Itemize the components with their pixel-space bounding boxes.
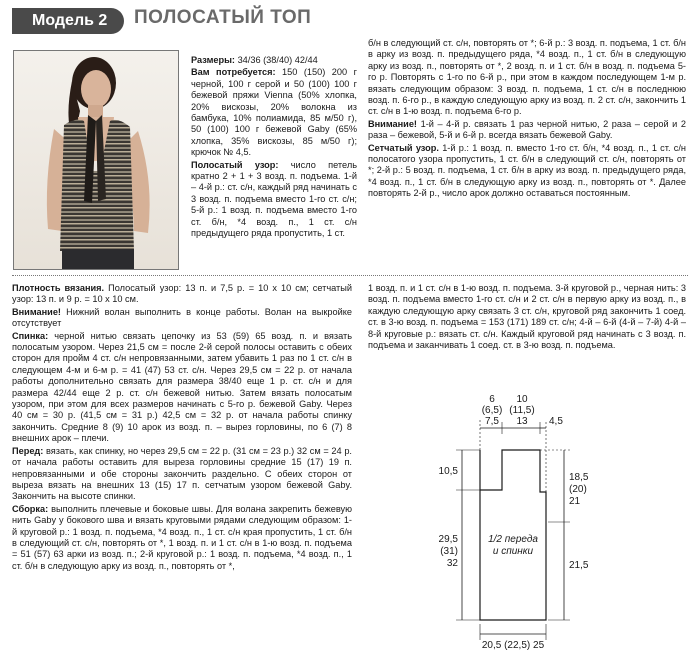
mesh-pattern-label: Сетчатый узор. bbox=[368, 142, 439, 153]
section-divider bbox=[12, 275, 688, 276]
attention2-paragraph bbox=[12, 307, 352, 330]
dim-length-2: (31) bbox=[440, 546, 458, 557]
assembly-continued-paragraph: 1 возд. п. и 1 ст. с/н в 1-ю возд. п. подъема. 3-й круговой р., черная нить: 3 возд. п. подъема вместо 1-го ст. с/н и 2 ст. с/н в первую арку из возд. п., в каждую следующую арку связать 3 ст. с/н, круговой ряд закончить 1 соед. ст. в 3-ю возд. п. подъема = 153 (171) 189 ст. с/н; 4-й – 6-й (4-й – 7-й) 4-й – 8-й круговые р.: вязать ст. с/н. Каждый круговой ряд начинать с 3 возд. п. подъема и заканчивать 1 соед. ст. в 3-ю возд. п. подъема. bbox=[368, 283, 686, 351]
knitting-instructions bbox=[12, 283, 352, 648]
dim-length-3: 32 bbox=[446, 558, 458, 569]
assembly-continued bbox=[368, 283, 686, 383]
pattern-schematic bbox=[376, 392, 692, 652]
striped-pattern-paragraph bbox=[191, 160, 357, 240]
striped-pattern-value: число петель кратно 2 + 1 + 3 возд. п. подъема. 1-й – 4-й р.: ст. с/н, каждый ряд начинать с 3 возд. п. подъема вместо 1-го ст. с/н; 5-й р.: 1 возд. п. подъема вместо 1-го ст. б/н, *4 возд. п., 1 ст. с/н предыдущего ряда пропустить, 1 ст. bbox=[191, 159, 357, 239]
dim-neck-3: 7,5 bbox=[485, 416, 499, 427]
pattern-instructions-continued bbox=[368, 38, 686, 268]
attention-paragraph bbox=[368, 119, 686, 142]
back-paragraph bbox=[12, 331, 352, 445]
dim-armhole-depth-1: 18,5 bbox=[569, 472, 589, 483]
dim-shoulder-1: 10 bbox=[516, 394, 528, 405]
page-title: ПОЛОСАТЫЙ ТОП bbox=[134, 7, 312, 28]
materials-paragraph bbox=[191, 67, 357, 158]
dim-shoulder-2: (11,5) bbox=[509, 405, 535, 416]
front-paragraph bbox=[12, 446, 352, 503]
sizes-label: Размеры: bbox=[191, 55, 235, 65]
mesh-pattern-paragraph bbox=[368, 143, 686, 200]
back-label: Спинка: bbox=[12, 330, 49, 341]
assembly-value: выполнить плечевые и боковые швы. Для волана закрепить бежевую нить Gaby у бокового шва и вязать круговыми рядами следующим образом: 1-й круговой р.: 1 возд. п. подъема, *4 возд. п., 1 ст. с/н края пропустить, 1 ст. б/н в следующий ст. с/н, повторять от *, 1 возд. п. и 1 ст. с/н в 1-ю возд. п. подъема = 51 (57) 63 арки из возд. п.; 2-й круговой р.: 1 возд. п. подъема, *4 возд. п., 1 ст. б/н в следующую арку из возд. п., повторять от *, bbox=[12, 503, 352, 571]
model-label: Модель 2 bbox=[12, 8, 124, 34]
front-label: Перед: bbox=[12, 445, 44, 456]
front-value: вязать, как спинку, но через 29,5 см = 22 р. (31 см = 23 р.) 32 см = 24 р. от начала работы оставить для выреза горловины средние 15 (17) 19 п. непровязанными и обе стороны закончить раздельно. С обеих сторон от выреза вязать на внешних 13 (15) 17 п. сетчатым узором бежевой Gaby. Закончить на высоте спинки. bbox=[12, 445, 352, 502]
mesh-pattern-value: 1-й р.: 1 возд. п. вместо 1-го ст. б/н, *4 возд. п., 1 ст. с/н полосатого узора пропустить, 1 ст. б/н в следующий ст. с/н, повторять от *; 2-й р.: 5 возд. п. подъема, 1 ст. б/н в арку из возд. п. предыдущего ряда, *4 возд. п., 1 ст. б/н в следующую арку из возд. п., повторять от *. Далее повторять 2-й р., число арок должно оставаться постоянным. bbox=[368, 142, 686, 199]
piece-label-line-2: и спинки bbox=[492, 546, 534, 557]
dim-armhole-depth-3: 21 bbox=[569, 496, 581, 507]
sizes-value: 34/36 (38/40) 42/44 bbox=[237, 55, 318, 65]
density-paragraph bbox=[12, 283, 352, 306]
dim-side: 21,5 bbox=[569, 560, 589, 571]
materials-value: 150 (150) 200 г черной, 100 г серой и 50 (100) 100 г бежевой пряжи Vienna (50% хлопка, 20% вискозы, 20% волокна из бамбука, 10% полиамида, 85 м/50 г), 50 (100) 100 г бежевой Gaby (65% хлопка, 35% вискозы, 85 м/50 г); крючок № 4,5. bbox=[191, 67, 357, 158]
dim-width: 20,5 (22,5) 25 bbox=[481, 640, 545, 651]
pattern-schematic-drawing bbox=[376, 392, 692, 652]
model-photo bbox=[13, 50, 179, 270]
sizes-and-materials bbox=[191, 55, 357, 267]
dim-armhole: 4,5 bbox=[549, 416, 563, 427]
sizes-paragraph bbox=[191, 55, 357, 66]
model-photo-illustration bbox=[14, 51, 178, 269]
dim-neck-depth: 10,5 bbox=[438, 466, 458, 477]
dim-length-1: 29,5 bbox=[438, 534, 458, 545]
striped-pattern-label: Полосатый узор: bbox=[191, 159, 279, 170]
assembly-paragraph bbox=[12, 504, 352, 572]
dim-shoulder-3: 13 bbox=[516, 416, 528, 427]
density-label: Плотность вязания. bbox=[12, 283, 105, 293]
assembly-label: Сборка: bbox=[12, 503, 49, 514]
dim-neck-2: (6,5) bbox=[481, 405, 503, 416]
attention-label: Внимание! bbox=[368, 118, 417, 129]
back-value: черной нитью связать цепочку из 53 (59) 65 возд. п. и вязать полосатым узором. Через 21,5 см = после 2-й серой полосы оставить с обеих сторон для пройм 4 ст. с/н непровязанными, затем убавить 1 раз по 1 ст. с/н в следующем 4-м и 6-м р. = 41 (47) 53 ст. с/н. Через 29,5 см = 22 р. от начала работы дополнительно связать для размера 38/40 еще 1 р. ст. с/н и для размера 42/44 еще 2 р. ст. с/н бежевой нитью. Затем вязать полосатым узором, при этом для всех размеров начинать с 5-го р. бежевой Gaby. Через 40 см = 30 р. (41,5 см = 31 р.) 42,5 см = 32 р. от начала работы спинку закончить. Средние 8 (9) 10 арок из возд. п. – вырез горловины, по 6 (7) 8 внешних арок – плечи. bbox=[12, 330, 352, 444]
striped-pattern-continued: б/н в следующий ст. с/н, повторять от *; 6-й р.: 3 возд. п. подъема, 1 ст. б/н в арку из возд. п. предыдущего ряда, *4 возд. п., 1 ст. б/н в следующую арку из возд. п., повторять от *, 2 возд. п. и 1 ст. б/н в возд. п. подъема 5-го р. Повторять с 1-го по 6-й р., при этом в каждом последующем 1-м р. вязать следующим образом: 3 возд. п. подъема, 1 ст. с/н в последнюю возд. п. 6-го р., в каждую следующую арку из возд. п. 2 ст. с/н, закончить 1 ст. с/н в 1-ю возд. п. подъема 6-го р. bbox=[368, 38, 686, 117]
dim-armhole-depth-2: (20) bbox=[569, 484, 587, 495]
dim-neck-1: 6 bbox=[489, 394, 495, 405]
attention2-value: Нижний волан выполнить в конце работы. Волан на выкройке отсутствует bbox=[12, 306, 352, 329]
piece-label-line-1: 1/2 переда bbox=[488, 534, 538, 545]
density-value: Полосатый узор: 13 п. и 7,5 р. = 10 х 10 см; сетчатый узор: 13 п. и 9 р. = 10 х 10 см. bbox=[12, 283, 352, 305]
materials-label: Вам потребуется: bbox=[191, 67, 276, 78]
attention-value: 1-й – 4-й р. связать 1 раз черной нитью, 2 раза – серой и 2 раза – бежевой, 5-й и 6-й р. всегда вязать бежевой Gaby. bbox=[368, 118, 686, 141]
attention2-label: Внимание! bbox=[12, 306, 61, 317]
